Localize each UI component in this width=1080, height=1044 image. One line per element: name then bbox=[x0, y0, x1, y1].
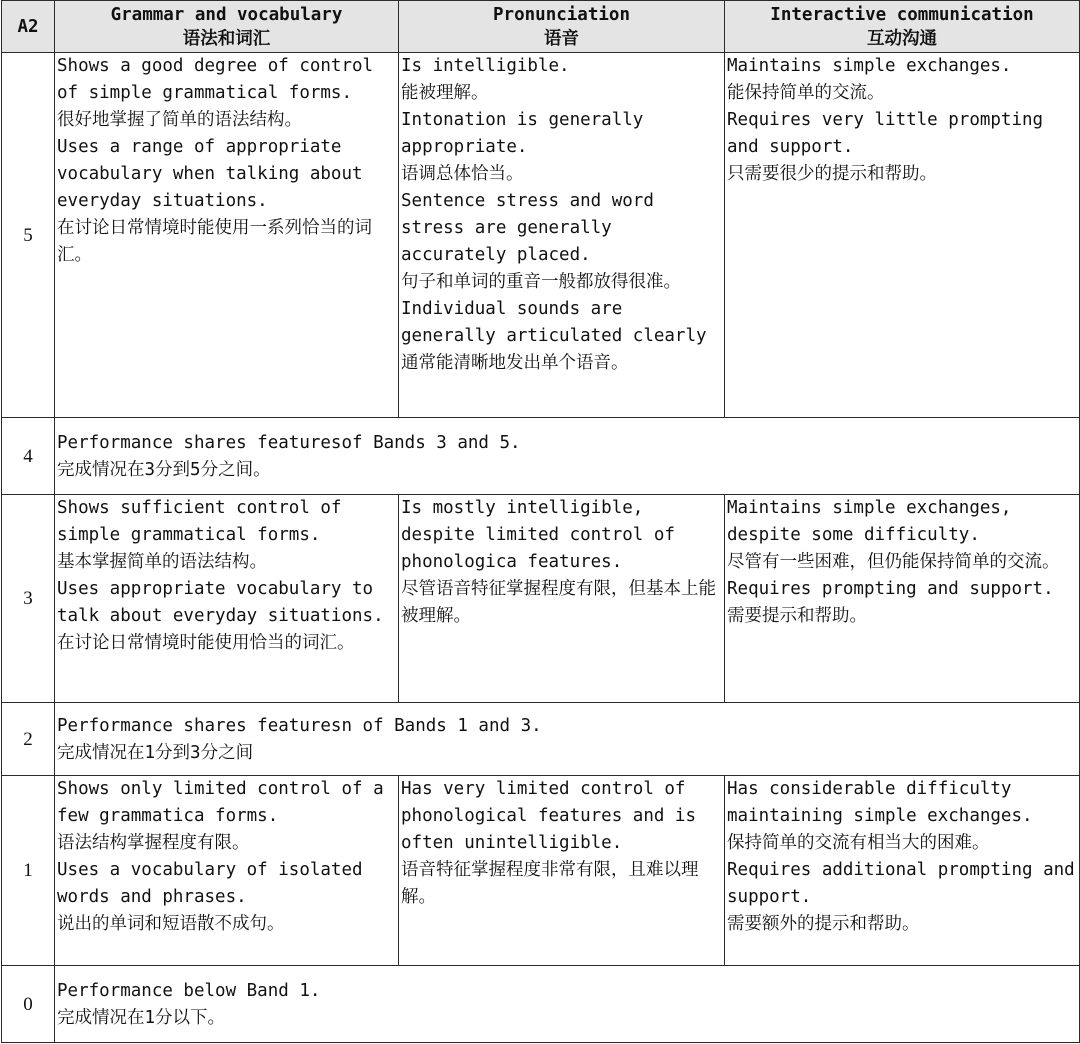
band-1-row bbox=[2, 776, 1080, 966]
band-number: 5 bbox=[2, 53, 55, 418]
header-en: Grammar and vocabulary bbox=[110, 4, 343, 25]
pronunciation-header bbox=[399, 1, 725, 53]
level-header: A2 bbox=[2, 1, 55, 53]
summary-text: Performance shares featuresn of Bands 1 and 3. bbox=[57, 716, 542, 736]
band-number: 3 bbox=[2, 495, 55, 703]
band-number: 2 bbox=[2, 703, 55, 776]
descriptor-text: 语音特征掌握程度非常有限，且难以理解。 bbox=[401, 860, 699, 907]
descriptor-text: 语调总体恰当。 bbox=[401, 164, 524, 184]
descriptor-text: 只需要很少的提示和帮助。 bbox=[727, 164, 937, 184]
grammar-vocabulary-cell bbox=[55, 53, 399, 418]
descriptor-text: Uses a range of appropriate vocabulary when talking about everyday situations. bbox=[57, 137, 363, 211]
descriptor-text: Is intelligible. bbox=[401, 56, 570, 76]
band-number: 0 bbox=[2, 966, 55, 1043]
descriptor-text: Sentence stress and word stress are generally accurately placed. bbox=[401, 191, 654, 265]
summary-text: 完成情况在1分到3分之间 bbox=[57, 743, 254, 763]
interactive-communication-header bbox=[725, 1, 1080, 53]
descriptor-text: 很好地掌握了简单的语法结构。 bbox=[57, 110, 302, 130]
grammar-vocabulary-cell bbox=[55, 776, 399, 966]
header-zh: 语法和词汇 bbox=[182, 28, 271, 49]
descriptor-text: 句子和单词的重音一般都放得很准。 bbox=[401, 272, 681, 292]
descriptor-text: Requires prompting and support. bbox=[727, 579, 1054, 599]
descriptor-text: 需要提示和帮助。 bbox=[727, 606, 867, 626]
descriptor-text: Shows sufficient control of simple grammatical forms. bbox=[57, 498, 342, 545]
header-zh: 互动沟通 bbox=[867, 28, 937, 49]
band-summary-cell bbox=[55, 966, 1080, 1043]
descriptor-text: 保持简单的交流有相当大的困难。 bbox=[727, 833, 990, 853]
summary-text: Performance below Band 1. bbox=[57, 981, 321, 1001]
descriptor-text: 尽管语音特征掌握程度有限，但基本上能被理解。 bbox=[401, 579, 716, 626]
interactive-communication-cell bbox=[725, 495, 1080, 703]
header-en: Interactive communication bbox=[770, 4, 1034, 25]
descriptor-text: Shows a good degree of control of simple grammatical forms. bbox=[57, 56, 374, 103]
band-summary-cell bbox=[55, 418, 1080, 495]
descriptor-text: 尽管有一些困难，但仍能保持简单的交流。 bbox=[727, 552, 1060, 572]
descriptor-text: Requires very little prompting and support. bbox=[727, 110, 1044, 157]
summary-text: Performance shares featuresof Bands 3 and 5. bbox=[57, 433, 521, 453]
descriptor-text: 语法结构掌握程度有限。 bbox=[57, 833, 250, 853]
summary-text: 完成情况在3分到5分之间。 bbox=[57, 460, 271, 480]
band-2-row bbox=[2, 703, 1080, 776]
descriptor-text: Maintains simple exchanges, despite some difficulty. bbox=[727, 498, 1012, 545]
descriptor-text: Has very limited control of phonological features and is often unintelligible. bbox=[401, 779, 697, 853]
descriptor-text: 能被理解。 bbox=[401, 83, 489, 103]
header-zh: 语音 bbox=[544, 28, 579, 49]
grammar-vocabulary-header bbox=[55, 1, 399, 53]
band-3-row bbox=[2, 495, 1080, 703]
pronunciation-cell bbox=[399, 776, 725, 966]
summary-text: 完成情况在1分以下。 bbox=[57, 1008, 226, 1028]
descriptor-text: Has considerable difficulty maintaining simple exchanges. bbox=[727, 779, 1033, 826]
pronunciation-cell bbox=[399, 53, 725, 418]
band-number: 4 bbox=[2, 418, 55, 495]
band-4-row bbox=[2, 418, 1080, 495]
descriptor-text: 说出的单词和短语散不成句。 bbox=[57, 914, 285, 934]
descriptor-text: 通常能清晰地发出单个语音。 bbox=[401, 353, 629, 373]
descriptor-text: Intonation is generally appropriate. bbox=[401, 110, 644, 157]
descriptor-text: Shows only limited control of a few grammatica forms. bbox=[57, 779, 384, 826]
descriptor-text: Uses appropriate vocabulary to talk about everyday situations. bbox=[57, 579, 384, 626]
descriptor-text: Requires additional prompting and support. bbox=[727, 860, 1075, 907]
header-en: Pronunciation bbox=[493, 4, 630, 25]
descriptor-text: 在讨论日常情境时能使用一系列恰当的词汇。 bbox=[57, 218, 372, 265]
band-summary-cell bbox=[55, 703, 1080, 776]
descriptor-text: Maintains simple exchanges. bbox=[727, 56, 1012, 76]
band-5-row bbox=[2, 53, 1080, 418]
grammar-vocabulary-cell bbox=[55, 495, 399, 703]
assessment-rubric-table bbox=[1, 0, 1080, 1043]
interactive-communication-cell bbox=[725, 53, 1080, 418]
descriptor-text: 在讨论日常情境时能使用恰当的词汇。 bbox=[57, 633, 355, 653]
descriptor-text: Is mostly intelligible, despite limited control of phonologica features. bbox=[401, 498, 675, 572]
descriptor-text: Individual sounds are generally articulated clearly bbox=[401, 299, 707, 346]
descriptor-text: 基本掌握简单的语法结构。 bbox=[57, 552, 267, 572]
interactive-communication-cell bbox=[725, 776, 1080, 966]
header-row bbox=[2, 1, 1080, 53]
band-0-row bbox=[2, 966, 1080, 1043]
descriptor-text: 需要额外的提示和帮助。 bbox=[727, 914, 920, 934]
band-number: 1 bbox=[2, 776, 55, 966]
pronunciation-cell bbox=[399, 495, 725, 703]
descriptor-text: 能保持简单的交流。 bbox=[727, 83, 885, 103]
descriptor-text: Uses a vocabulary of isolated words and phrases. bbox=[57, 860, 363, 907]
